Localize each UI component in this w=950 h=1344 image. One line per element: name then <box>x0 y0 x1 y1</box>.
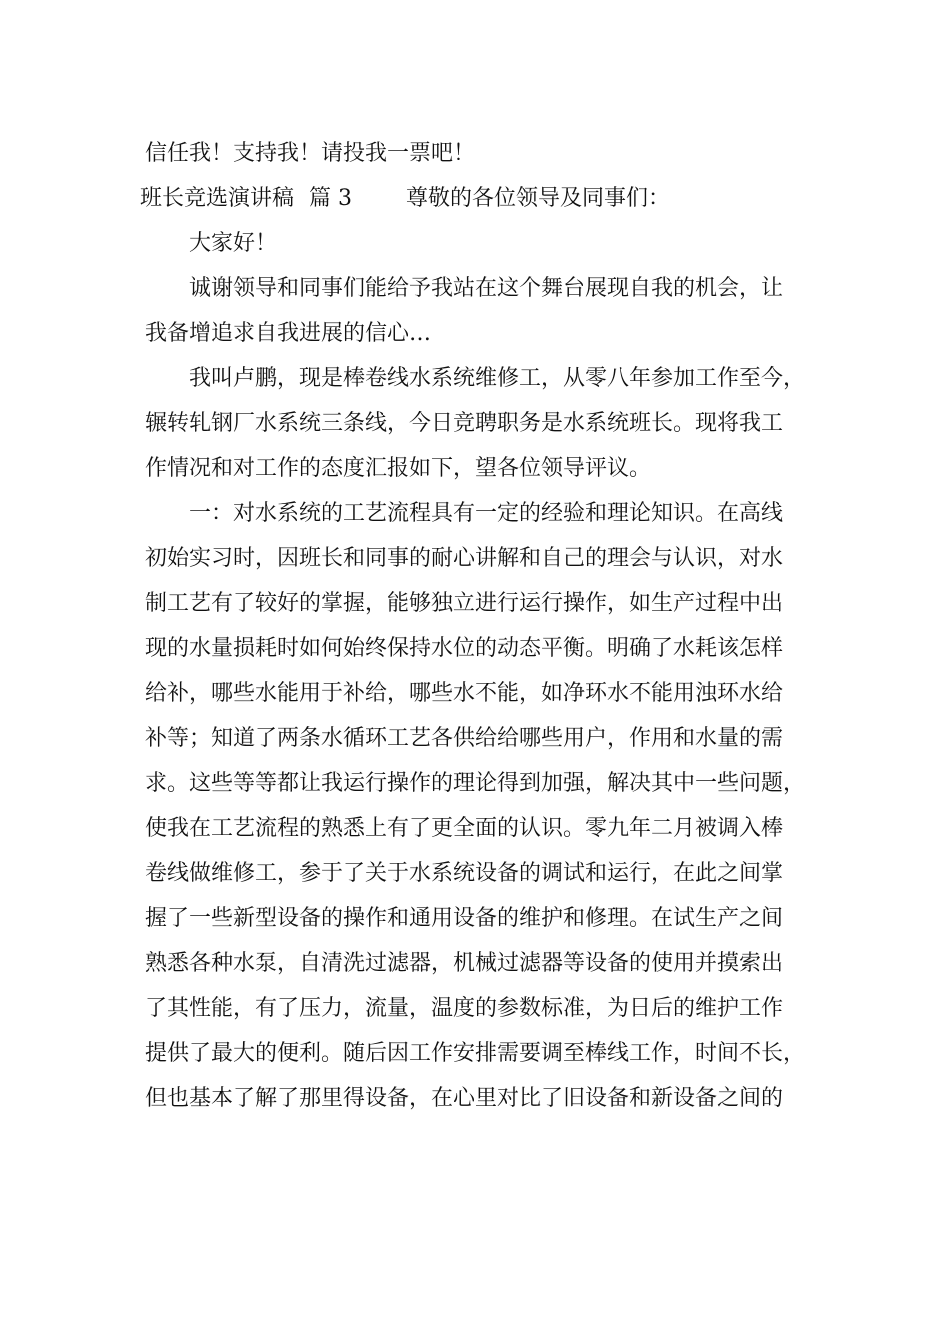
paragraph-line: 但也基本了解了那里得设备，在心里对比了旧设备和新设备之间的 <box>145 1086 784 1111</box>
title-line <box>140 176 825 221</box>
paragraph-line: 一：对水系统的工艺流程具有一定的经验和理论知识。在高线 <box>189 501 784 526</box>
paragraph-line: 提供了最大的便利。随后因工作安排需要调至棒线工作，时间不长， <box>145 1041 806 1066</box>
section-number: 篇 3 <box>309 186 353 211</box>
greeting: 大家好！ <box>189 231 278 256</box>
paragraph-line: 卷线做维修工，参于了关于水系统设备的调试和运行，在此之间掌 <box>145 861 784 886</box>
paragraph-line: 给补，哪些水能用于补给，哪些水不能，如净环水不能用浊环水给 <box>145 681 784 706</box>
paragraph-line: 握了一些新型设备的操作和通用设备的维护和修理。在试生产之间 <box>145 906 784 931</box>
paragraph-line: 求。这些等等都让我运行操作的理论得到加强，解决其中一些问题， <box>145 771 806 796</box>
paragraph-line: 熟悉各种水泵，自清洗过滤器，机械过滤器等设备的使用并摸索出 <box>145 951 784 976</box>
paragraph-line: 辗转轧钢厂水系统三条线，今日竞聘职务是水系统班长。现将我工 <box>145 411 784 436</box>
paragraph-line: 作情况和对工作的态度汇报如下，望各位领导评议。 <box>145 456 652 481</box>
paragraph-line: 初始实习时，因班长和同事的耐心讲解和自己的理会与认识，对水 <box>145 546 784 571</box>
text-line: 信任我！支持我！请投我一票吧！ <box>145 141 476 166</box>
paragraph-line: 我备增追求自我进展的信心… <box>145 321 432 346</box>
document-title: 班长竞选演讲稿 <box>140 186 295 211</box>
paragraph-line: 了其性能，有了压力，流量，温度的参数标准，为日后的维护工作 <box>145 996 784 1021</box>
paragraph-line: 补等；知道了两条水循环工艺各供给给哪些用户，作用和水量的需 <box>145 726 784 751</box>
salutation: 尊敬的各位领导及同事们： <box>406 186 671 211</box>
paragraph-line: 制工艺有了较好的掌握，能够独立进行运行操作，如生产过程中出 <box>145 591 784 616</box>
paragraph-line: 现的水量损耗时如何始终保持水位的动态平衡。明确了水耗该怎样 <box>145 636 784 661</box>
paragraph-line: 使我在工艺流程的熟悉上有了更全面的认识。零九年二月被调入棒 <box>145 816 784 841</box>
document-body <box>140 131 825 1121</box>
paragraph-line: 我叫卢鹏，现是棒卷线水系统维修工，从零八年参加工作至今， <box>189 366 806 391</box>
paragraph-line: 诚谢领导和同事们能给予我站在这个舞台展现自我的机会，让 <box>189 276 784 301</box>
